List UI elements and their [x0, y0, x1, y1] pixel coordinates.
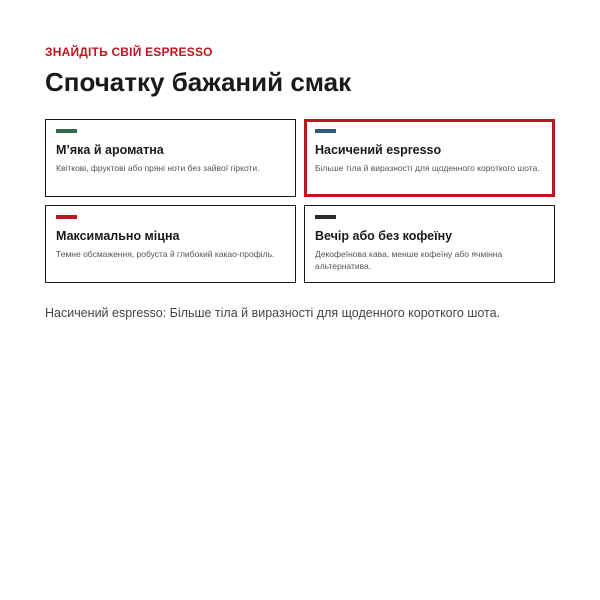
option-title: Вечір або без кофеїну [315, 229, 453, 243]
color-bar [315, 129, 336, 133]
option-description: Темне обсмаження, робуста й глибокий какао-профіль. [56, 249, 275, 259]
option-title: М’яка й ароматна [56, 143, 164, 157]
option-card-decaf[interactable] [304, 205, 555, 283]
option-card-rich[interactable] [304, 119, 555, 197]
option-card-mild[interactable] [45, 119, 296, 197]
option-description: Більше тіла й виразності для щоденного короткого шота. [315, 163, 540, 173]
eyebrow-label: ЗНАЙДІТЬ СВІЙ ESPRESSO [45, 45, 213, 59]
color-bar [315, 215, 336, 219]
taste-options-grid [45, 119, 555, 283]
option-title: Максимально міцна [56, 229, 180, 243]
option-description: Квіткові, фруктові або пряні ноти без зайвої гіркоти. [56, 163, 260, 173]
option-card-strong[interactable] [45, 205, 296, 283]
page-title: Спочатку бажаний смак [45, 67, 352, 97]
color-bar [56, 215, 77, 219]
option-title: Насичений espresso [315, 143, 442, 157]
selection-summary: Насичений espresso: Більше тіла й виразності для щоденного короткого шота. [45, 306, 501, 320]
color-bar [56, 129, 77, 133]
option-description: Декофеїнова кава, менше кофеїну або ячмінна альтернатива. [315, 249, 503, 271]
